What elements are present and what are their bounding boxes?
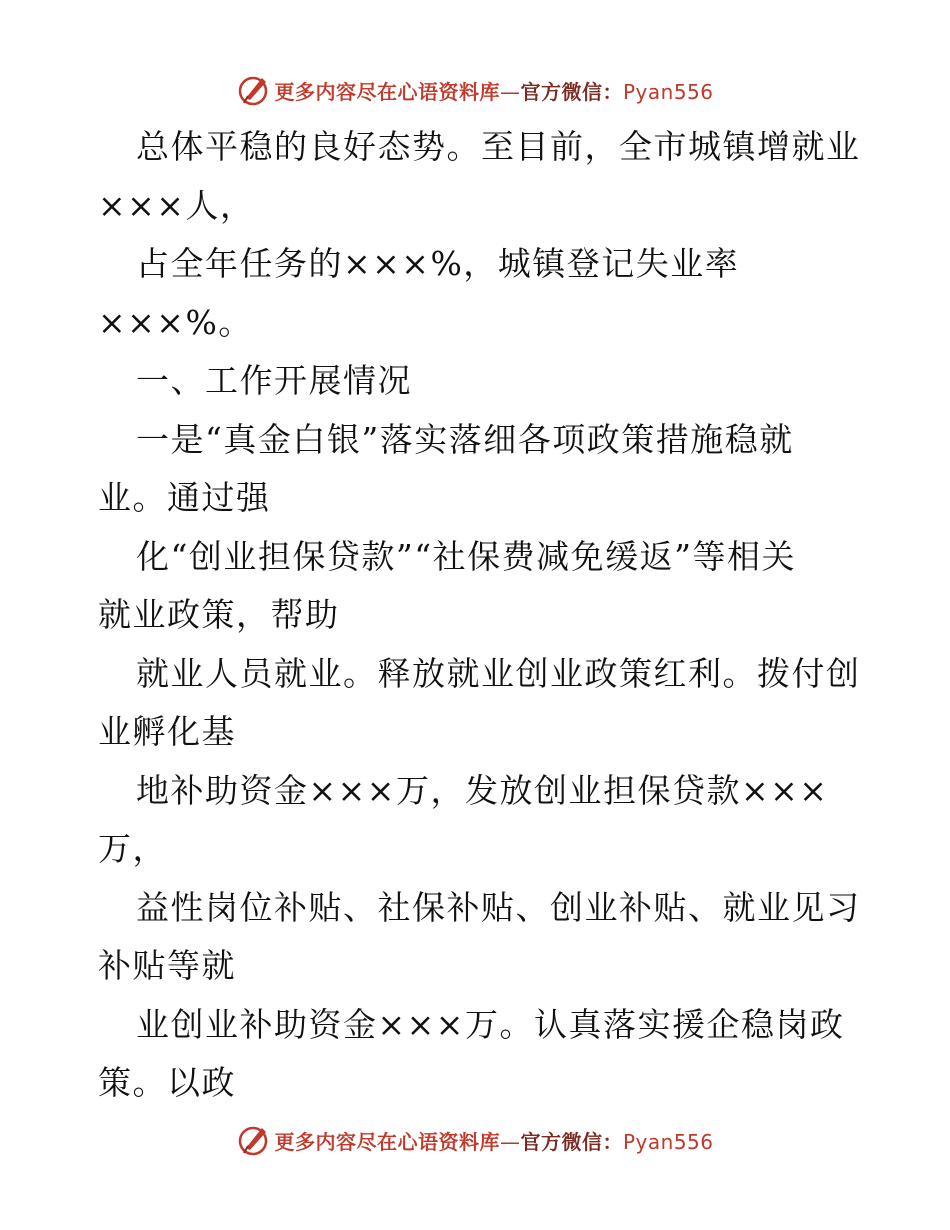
body-text-line: 万， <box>98 829 167 868</box>
body-text-line: ×××%。 <box>98 302 253 342</box>
body-text-line: 就业人员就业。释放就业创业政策红利。拨付创 <box>136 653 861 693</box>
watermark-label: 官方微信： <box>520 1129 623 1154</box>
body-text-line: 地补助资金×××万，发放创业担保贷款××× <box>136 770 829 810</box>
quill-logo-icon <box>236 1122 272 1158</box>
body-text-line: 业。通过强 <box>98 478 271 517</box>
body-text-line: 一是“真金白银”落实落细各项政策措施稳就 <box>136 419 794 459</box>
watermark-banner-bottom <box>0 1120 950 1160</box>
body-text-line: 一、工作开展情况 <box>136 361 412 400</box>
body-text-line: 益性岗位补贴、社保补贴、创业补贴、就业见习 <box>136 887 861 927</box>
watermark-main-text: 更多内容尽在心语资料库 <box>274 79 500 104</box>
body-text-line: 补贴等就 <box>98 946 236 985</box>
watermark-banner-top <box>0 70 950 110</box>
watermark-separator: — <box>499 1129 521 1154</box>
body-text-line: ×××人， <box>98 185 255 225</box>
body-text-line: 就业政策，帮助 <box>98 595 340 634</box>
body-text-line: 化“创业担保贷款”“社保费减免缓返”等相关 <box>136 536 796 576</box>
watermark-account: Pyan556 <box>622 79 714 104</box>
watermark-main-text: 更多内容尽在心语资料库 <box>274 1129 500 1154</box>
watermark-account: Pyan556 <box>622 1129 714 1154</box>
quill-logo-icon <box>236 72 272 108</box>
body-text-line: 总体平稳的良好态势。至目前，全市城镇增就业 <box>136 127 861 166</box>
document-body <box>98 118 861 1113</box>
watermark-label: 官方微信： <box>520 79 623 104</box>
watermark-separator: — <box>499 79 521 104</box>
body-text-line: 占全年任务的×××%，城镇登记失业率 <box>136 244 740 283</box>
body-text-line: 策。以政 <box>98 1063 236 1102</box>
body-text-line: 业孵化基 <box>98 712 236 751</box>
body-text-line: 业创业补助资金×××万。认真落实援企稳岗政 <box>136 1004 845 1044</box>
